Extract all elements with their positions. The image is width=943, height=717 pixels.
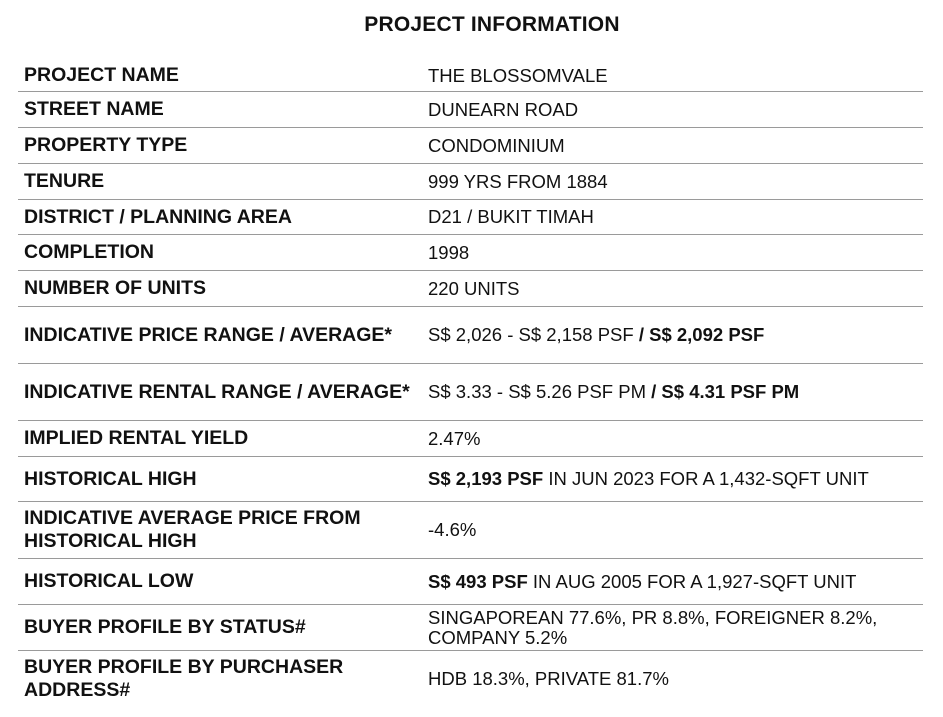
table-row [18,501,923,558]
row-value: S$ 493 PSF IN AUG 2005 FOR A 1,927-SQFT UNIT [428,570,857,592]
row-label: COMPLETION [24,241,154,263]
row-label: DISTRICT / PLANNING AREA [24,205,292,228]
table-row [18,270,923,306]
row-value: 999 YRS FROM 1884 [428,170,608,192]
row-value: D21 / BUKIT TIMAH [428,206,594,227]
row-value: S$ 2,026 - S$ 2,158 PSF / S$ 2,092 PSF [428,324,765,345]
row-value: S$ 3.33 - S$ 5.26 PSF PM / S$ 4.31 PSF PM [428,381,800,402]
table-row [18,558,923,604]
row-label: STREET NAME [24,98,164,120]
row-label: INDICATIVE PRICE RANGE / AVERAGE* [24,323,393,346]
table-row [18,306,923,363]
row-value: DUNEARN ROAD [428,98,579,120]
table-row [18,163,923,199]
row-label: PROJECT NAME [24,64,179,86]
row-value: HDB 18.3%, PRIVATE 81.7% [428,667,669,689]
page-title: PROJECT INFORMATION [364,13,620,36]
row-label: INDICATIVE RENTAL RANGE / AVERAGE* [24,380,410,403]
table-row [18,420,923,456]
table-row [18,604,923,650]
row-label: TENURE [24,170,105,192]
table-row [18,234,923,270]
row-label: PROPERTY TYPE [24,134,188,156]
row-value: -4.6% [428,519,477,540]
row-value: CONDOMINIUM [428,134,565,156]
row-value: 220 UNITS [428,277,520,299]
row-label: IMPLIED RENTAL YIELD [24,427,249,449]
table-row [18,127,923,163]
row-value: 2.47% [428,427,481,449]
table-row [18,363,923,420]
row-label: INDICATIVE AVERAGE PRICE FROM HISTORICAL HIGH [24,507,361,552]
row-label: NUMBER OF UNITS [24,277,206,299]
row-value: SINGAPOREAN 77.6%, PR 8.8%, FOREIGNER 8.2%, COMPANY 5.2% [428,606,878,648]
table-row [18,456,923,501]
row-label: HISTORICAL LOW [24,570,194,592]
row-label: HISTORICAL HIGH [24,467,197,490]
row-label: BUYER PROFILE BY PURCHASER ADDRESS# [24,655,344,701]
row-value: S$ 2,193 PSF IN JUN 2023 FOR A 1,432-SQFT UNIT [428,468,869,489]
row-value: THE BLOSSOMVALE [428,64,608,86]
table-row [18,91,923,127]
project-info-table [18,60,923,706]
table-row [18,650,923,706]
table-row [18,60,923,91]
row-label: BUYER PROFILE BY STATUS# [24,616,306,638]
table-row [18,199,923,234]
row-value: 1998 [428,241,470,263]
